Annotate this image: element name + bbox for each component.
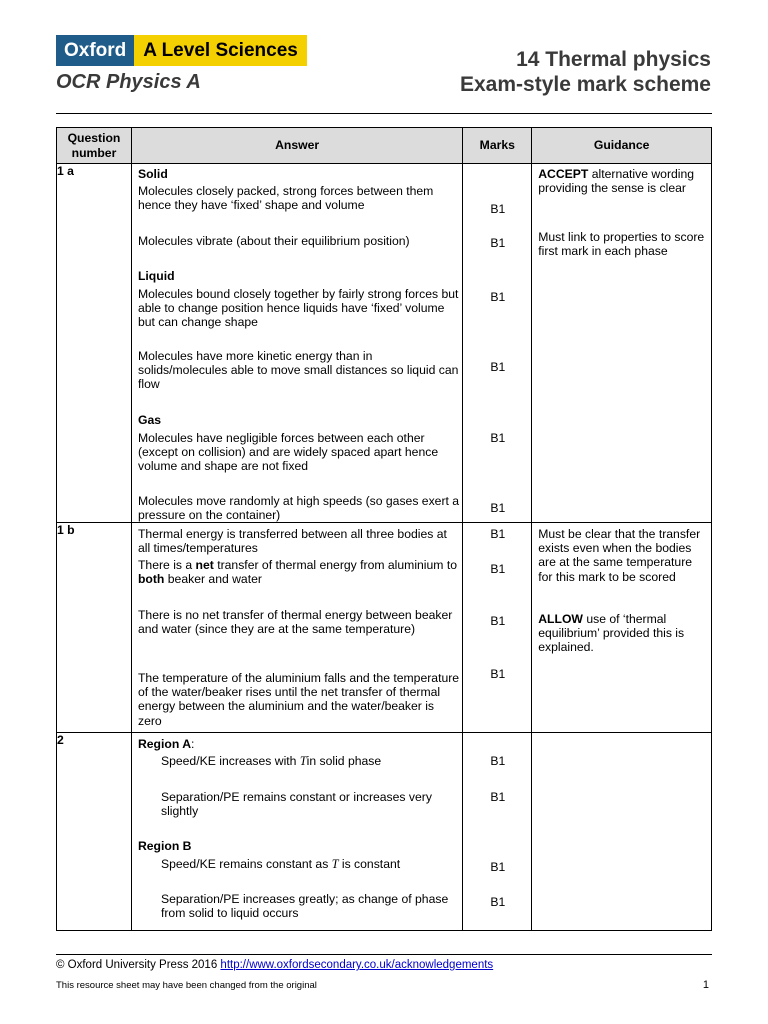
mark: B1 (490, 667, 506, 681)
marks-cell (463, 733, 532, 931)
mark-scheme-table (56, 127, 712, 931)
text-fragment: There is a (137, 558, 196, 572)
answer-2-a2: Separation/PE remains constant or increases very slightly (160, 790, 432, 819)
answer-cell (131, 164, 462, 523)
text-fragment: is constant (338, 857, 401, 871)
header-marks: Marks (463, 128, 532, 164)
answer-2-b2: Separation/PE increases greatly; as change of phase from solid to liquid occurs (160, 892, 449, 921)
solid-heading: Solid (137, 167, 168, 181)
text-fragment: Speed/KE remains constant as (160, 857, 332, 871)
marks-cell (463, 523, 532, 733)
table-row (57, 733, 712, 931)
mark: B1 (490, 527, 506, 541)
guidance-text: alternative wording providing the sense is clear (538, 167, 695, 196)
mark: B1 (490, 431, 506, 445)
guidance-cell (532, 164, 712, 523)
text-fragment: Speed/KE increases with (160, 754, 300, 768)
copyright (56, 959, 493, 971)
liquid-heading: Liquid (137, 269, 175, 283)
guidance-allow (538, 612, 708, 655)
guidance-keyword: ACCEPT (538, 167, 589, 181)
answer-1b-1: Thermal energy is transferred between all three bodies at all times/temperatures (137, 527, 447, 556)
question-number: 1 a (57, 164, 132, 523)
mark: B1 (490, 236, 506, 250)
brand-name: Oxford (56, 35, 134, 66)
variable-t: T (299, 754, 307, 768)
answer-2-b1 (161, 857, 461, 871)
answer-2-a1 (161, 754, 461, 768)
document-type: Exam-style mark scheme (460, 73, 711, 96)
table-row (57, 523, 712, 733)
answer-1b-2 (138, 558, 460, 586)
answer-cell (131, 523, 462, 733)
mark: B1 (490, 614, 506, 628)
colon: : (191, 737, 195, 751)
emphasis-both: both (137, 572, 165, 587)
mark: B1 (490, 202, 506, 216)
header-divider (56, 113, 712, 114)
mark: B1 (490, 860, 506, 874)
disclaimer: This resource sheet may have been changed from the original (56, 980, 317, 991)
guidance-keyword: ALLOW (538, 612, 583, 626)
brand-subtitle: A Level Sciences (134, 35, 307, 66)
region-a-heading (138, 737, 458, 751)
question-number: 2 (57, 733, 132, 931)
chapter-title: 14 Thermal physics (516, 48, 711, 71)
answer-gas-2: Molecules move randomly at high speeds (so gases exert a pressure on the container) (137, 494, 460, 523)
answer-solid-1: Molecules closely packed, strong forces between them hence they have ‘fixed’ shape and volume (137, 184, 434, 213)
guidance-link-properties: Must link to properties to score first mark in each phase (538, 230, 705, 259)
answer-gas-1: Molecules have negligible forces between each other (except on collision) and are widely spaced apart hence volume and shape are not fixed (137, 431, 439, 474)
answer-liquid-2: Molecules have more kinetic energy than in solids/molecules able to move small distances so liquid can flow (137, 349, 459, 392)
table-row (57, 164, 712, 523)
gas-heading: Gas (137, 413, 162, 427)
marks-cell (463, 164, 532, 523)
answer-1b-4: The temperature of the aluminium falls and the temperature of the water/beaker rises until the net transfer of thermal energy between the aluminium and the water/beaker is zero (137, 671, 460, 728)
acknowledgements-link[interactable]: http://www.oxfordsecondary.co.uk/acknowledgements (220, 959, 494, 971)
mark: B1 (490, 501, 506, 515)
guidance-1b-1: Must be clear that the transfer exists even when the bodies are at the same temperature for this mark to be scored (538, 527, 701, 584)
header-guidance: Guidance (532, 128, 712, 164)
guidance-text: use of ‘thermal equilibrium’ provided this is explained. (538, 612, 685, 655)
emphasis-net: net (195, 558, 214, 572)
copyright-text: © Oxford University Press 2016 (56, 959, 221, 971)
brand-logo (56, 35, 307, 66)
text-fragment: beaker and water (164, 572, 262, 587)
page-number: 1 (702, 979, 709, 991)
guidance-accept (538, 167, 708, 195)
answer-1b-3: There is no net transfer of thermal energy between beaker and water (since they are at the same temperature) (137, 608, 453, 637)
header-question-number: Question number (57, 128, 132, 164)
header-answer: Answer (131, 128, 462, 164)
answer-cell (131, 733, 462, 931)
guidance-cell (532, 733, 712, 931)
text-fragment: transfer of thermal energy from aluminium to (213, 558, 457, 572)
footer-divider (56, 954, 712, 955)
mark: B1 (490, 754, 506, 768)
region-b-heading: Region B (137, 839, 192, 853)
mark: B1 (490, 895, 506, 909)
text-fragment: in solid phase (306, 754, 382, 768)
guidance-cell (532, 523, 712, 733)
question-number: 1 b (57, 523, 132, 733)
table-header-row (57, 128, 712, 164)
mark: B1 (490, 562, 506, 576)
mark: B1 (490, 360, 506, 374)
answer-solid-2: Molecules vibrate (about their equilibrium position) (137, 234, 410, 248)
variable-t: T (331, 857, 339, 871)
mark: B1 (490, 790, 506, 804)
mark: B1 (490, 290, 506, 304)
answer-liquid-1: Molecules bound closely together by fairly strong forces but able to change position hence liquids have ‘fixed’ volume but can change shape (137, 287, 459, 330)
region-a-label: Region A (137, 737, 192, 751)
course-title: OCR Physics A (56, 71, 201, 93)
document-title (460, 47, 711, 97)
